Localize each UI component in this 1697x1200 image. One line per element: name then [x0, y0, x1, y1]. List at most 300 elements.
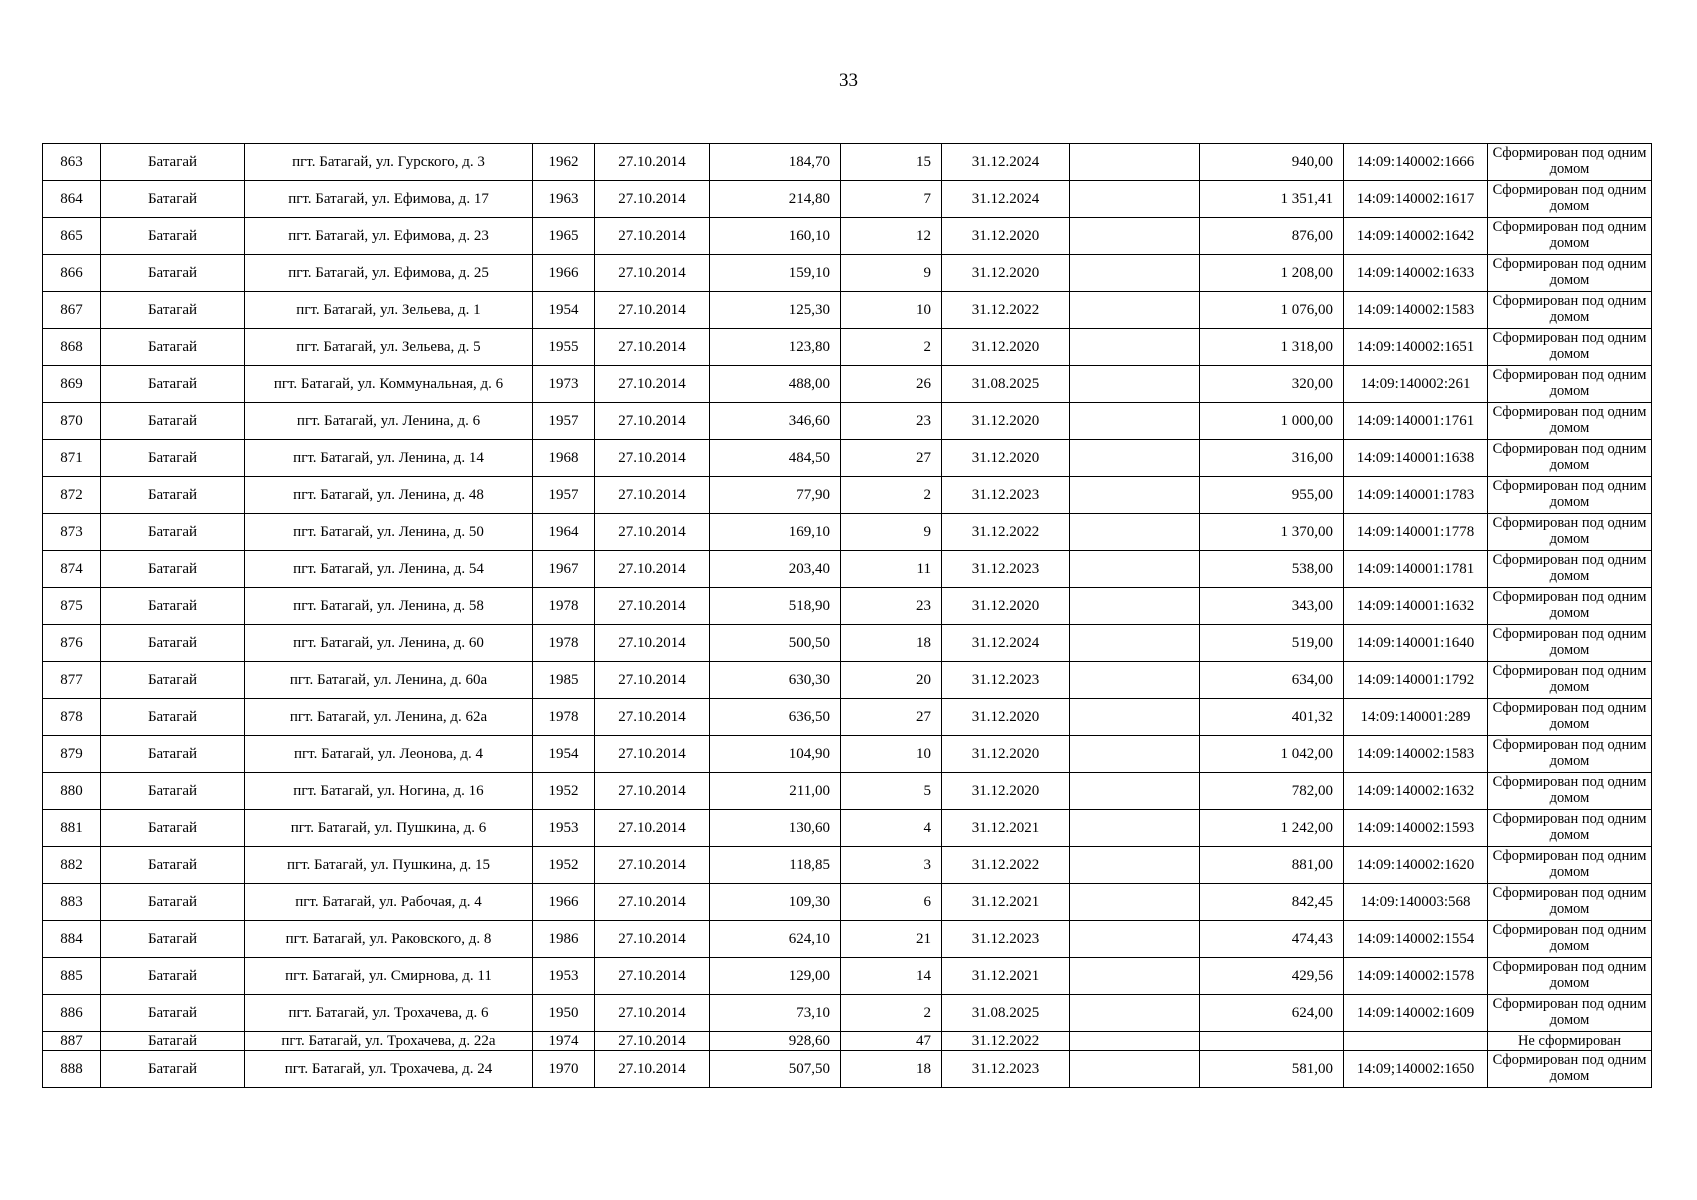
cell-land-status: Сформирован под одним домом [1488, 810, 1652, 847]
cell-area: 104,90 [710, 736, 841, 773]
cell-cadastral-number: 14:09:140002:1593 [1344, 810, 1488, 847]
cell-locality: Батагай [101, 884, 245, 921]
cell-build-year: 1952 [533, 773, 595, 810]
cell-land-area: 940,00 [1200, 144, 1344, 181]
cell-land-status: Сформирован под одним домом [1488, 958, 1652, 995]
cell-address: пгт. Батагай, ул. Ленина, д. 14 [245, 440, 533, 477]
cell-empty [1070, 1032, 1200, 1051]
cell-locality: Батагай [101, 699, 245, 736]
table-row [43, 403, 1652, 440]
cell-cadastral-number: 14:09:140002:1666 [1344, 144, 1488, 181]
cell-residents: 2 [841, 329, 942, 366]
cell-residents: 11 [841, 551, 942, 588]
cell-locality: Батагай [101, 366, 245, 403]
cell-empty [1070, 662, 1200, 699]
cell-row-number: 871 [43, 440, 101, 477]
cell-row-number: 883 [43, 884, 101, 921]
cell-row-number: 884 [43, 921, 101, 958]
cell-land-status: Сформирован под одним домом [1488, 921, 1652, 958]
cell-cadastral-number: 14:09:140001:1638 [1344, 440, 1488, 477]
cell-cadastral-number: 14:09:140002:1620 [1344, 847, 1488, 884]
cell-land-area: 320,00 [1200, 366, 1344, 403]
cell-land-area: 624,00 [1200, 995, 1344, 1032]
table-row [43, 440, 1652, 477]
cell-date: 27.10.2014 [595, 810, 710, 847]
cell-build-year: 1965 [533, 218, 595, 255]
cell-build-year: 1973 [533, 366, 595, 403]
cell-locality: Батагай [101, 921, 245, 958]
cell-land-status: Сформирован под одним домом [1488, 662, 1652, 699]
cell-build-year: 1950 [533, 995, 595, 1032]
cell-residents: 5 [841, 773, 942, 810]
cell-empty [1070, 366, 1200, 403]
table-body [43, 144, 1652, 1088]
cell-land-area: 1 318,00 [1200, 329, 1344, 366]
cell-land-area: 316,00 [1200, 440, 1344, 477]
cell-area: 169,10 [710, 514, 841, 551]
cell-build-year: 1962 [533, 144, 595, 181]
cell-land-status: Сформирован под одним домом [1488, 255, 1652, 292]
table-row [43, 292, 1652, 329]
cell-build-year: 1963 [533, 181, 595, 218]
table-row [43, 255, 1652, 292]
cell-area: 507,50 [710, 1051, 841, 1088]
cell-deadline: 31.12.2023 [942, 477, 1070, 514]
cell-area: 159,10 [710, 255, 841, 292]
cell-land-area: 1 370,00 [1200, 514, 1344, 551]
cell-land-status: Сформирован под одним домом [1488, 514, 1652, 551]
cell-locality: Батагай [101, 144, 245, 181]
cell-deadline: 31.12.2023 [942, 551, 1070, 588]
cell-date: 27.10.2014 [595, 625, 710, 662]
cell-deadline: 31.12.2020 [942, 588, 1070, 625]
cell-address: пгт. Батагай, ул. Трохачева, д. 6 [245, 995, 533, 1032]
cell-row-number: 878 [43, 699, 101, 736]
cell-deadline: 31.12.2020 [942, 736, 1070, 773]
cell-empty [1070, 884, 1200, 921]
cell-build-year: 1978 [533, 588, 595, 625]
cell-build-year: 1985 [533, 662, 595, 699]
cell-land-status: Сформирован под одним домом [1488, 884, 1652, 921]
table-row [43, 625, 1652, 662]
cell-land-area: 1 351,41 [1200, 181, 1344, 218]
cell-row-number: 872 [43, 477, 101, 514]
cell-build-year: 1966 [533, 884, 595, 921]
cell-date: 27.10.2014 [595, 662, 710, 699]
cell-date: 27.10.2014 [595, 551, 710, 588]
cell-land-area: 842,45 [1200, 884, 1344, 921]
cell-land-area: 474,43 [1200, 921, 1344, 958]
cell-row-number: 864 [43, 181, 101, 218]
cell-date: 27.10.2014 [595, 181, 710, 218]
cell-date: 27.10.2014 [595, 958, 710, 995]
cell-land-area: 881,00 [1200, 847, 1344, 884]
cell-address: пгт. Батагай, ул. Зельева, д. 5 [245, 329, 533, 366]
cell-row-number: 874 [43, 551, 101, 588]
cell-empty [1070, 514, 1200, 551]
cell-empty [1070, 736, 1200, 773]
cell-land-area: 1 242,00 [1200, 810, 1344, 847]
cell-build-year: 1970 [533, 1051, 595, 1088]
table-row [43, 921, 1652, 958]
cell-deadline: 31.12.2023 [942, 921, 1070, 958]
cell-empty [1070, 958, 1200, 995]
cell-residents: 12 [841, 218, 942, 255]
cell-build-year: 1953 [533, 958, 595, 995]
cell-row-number: 867 [43, 292, 101, 329]
cell-cadastral-number [1344, 1032, 1488, 1051]
cell-area: 624,10 [710, 921, 841, 958]
table-row [43, 514, 1652, 551]
cell-row-number: 863 [43, 144, 101, 181]
cell-cadastral-number: 14:09:140001:1778 [1344, 514, 1488, 551]
cell-date: 27.10.2014 [595, 995, 710, 1032]
cell-row-number: 880 [43, 773, 101, 810]
cell-land-status: Сформирован под одним домом [1488, 218, 1652, 255]
cell-land-status: Сформирован под одним домом [1488, 366, 1652, 403]
page-number: 33 [839, 70, 858, 91]
cell-row-number: 873 [43, 514, 101, 551]
cell-date: 27.10.2014 [595, 477, 710, 514]
table-row [43, 699, 1652, 736]
cell-land-status: Сформирован под одним домом [1488, 144, 1652, 181]
cell-address: пгт. Батагай, ул. Ефимова, д. 25 [245, 255, 533, 292]
cell-deadline: 31.12.2024 [942, 181, 1070, 218]
cell-cadastral-number: 14:09:140001:1640 [1344, 625, 1488, 662]
cell-locality: Батагай [101, 551, 245, 588]
table-row [43, 810, 1652, 847]
cell-date: 27.10.2014 [595, 884, 710, 921]
cell-empty [1070, 699, 1200, 736]
cell-build-year: 1967 [533, 551, 595, 588]
cell-deadline: 31.12.2021 [942, 884, 1070, 921]
cell-land-status: Не сформирован [1488, 1032, 1652, 1051]
cell-cadastral-number: 14:09:140001:1781 [1344, 551, 1488, 588]
cell-row-number: 877 [43, 662, 101, 699]
cell-build-year: 1978 [533, 699, 595, 736]
cell-area: 346,60 [710, 403, 841, 440]
cell-cadastral-number: 14:09:140002:1609 [1344, 995, 1488, 1032]
cell-residents: 23 [841, 403, 942, 440]
cell-land-area: 1 208,00 [1200, 255, 1344, 292]
cell-area: 211,00 [710, 773, 841, 810]
cell-area: 125,30 [710, 292, 841, 329]
cell-row-number: 868 [43, 329, 101, 366]
table-row [43, 144, 1652, 181]
cell-locality: Батагай [101, 588, 245, 625]
cell-build-year: 1954 [533, 292, 595, 329]
cell-land-area: 1 000,00 [1200, 403, 1344, 440]
cell-locality: Батагай [101, 329, 245, 366]
cell-locality: Батагай [101, 255, 245, 292]
cell-build-year: 1964 [533, 514, 595, 551]
cell-area: 500,50 [710, 625, 841, 662]
cell-residents: 20 [841, 662, 942, 699]
cell-land-status: Сформирован под одним домом [1488, 995, 1652, 1032]
cell-land-status: Сформирован под одним домом [1488, 625, 1652, 662]
cell-land-area: 519,00 [1200, 625, 1344, 662]
cell-deadline: 31.12.2020 [942, 403, 1070, 440]
cell-deadline: 31.12.2022 [942, 1032, 1070, 1051]
table-row [43, 958, 1652, 995]
cell-residents: 2 [841, 995, 942, 1032]
cell-row-number: 888 [43, 1051, 101, 1088]
cell-empty [1070, 403, 1200, 440]
cell-residents: 15 [841, 144, 942, 181]
cell-land-status: Сформирован под одним домом [1488, 403, 1652, 440]
cell-row-number: 876 [43, 625, 101, 662]
cell-area: 118,85 [710, 847, 841, 884]
cell-date: 27.10.2014 [595, 773, 710, 810]
cell-area: 928,60 [710, 1032, 841, 1051]
cell-address: пгт. Батагай, ул. Ленина, д. 60а [245, 662, 533, 699]
cell-land-status: Сформирован под одним домом [1488, 588, 1652, 625]
cell-cadastral-number: 14:09:140002:1633 [1344, 255, 1488, 292]
cell-address: пгт. Батагай, ул. Раковского, д. 8 [245, 921, 533, 958]
cell-land-area: 1 076,00 [1200, 292, 1344, 329]
cell-empty [1070, 144, 1200, 181]
cell-area: 203,40 [710, 551, 841, 588]
cell-land-area: 876,00 [1200, 218, 1344, 255]
cell-empty [1070, 625, 1200, 662]
cell-area: 77,90 [710, 477, 841, 514]
cell-cadastral-number: 14:09:140002:1583 [1344, 292, 1488, 329]
table-row [43, 477, 1652, 514]
cell-row-number: 886 [43, 995, 101, 1032]
cell-land-status: Сформирован под одним домом [1488, 181, 1652, 218]
cell-residents: 4 [841, 810, 942, 847]
cell-cadastral-number: 14:09;140002:1650 [1344, 1051, 1488, 1088]
cell-row-number: 887 [43, 1032, 101, 1051]
cell-deadline: 31.12.2023 [942, 1051, 1070, 1088]
cell-date: 27.10.2014 [595, 1032, 710, 1051]
cell-cadastral-number: 14:09:140001:1783 [1344, 477, 1488, 514]
cell-empty [1070, 292, 1200, 329]
cell-empty [1070, 810, 1200, 847]
cell-residents: 10 [841, 292, 942, 329]
cell-deadline: 31.12.2022 [942, 514, 1070, 551]
cell-residents: 2 [841, 477, 942, 514]
cell-build-year: 1974 [533, 1032, 595, 1051]
cell-area: 484,50 [710, 440, 841, 477]
table-row [43, 847, 1652, 884]
table-row [43, 1051, 1652, 1088]
cell-deadline: 31.12.2022 [942, 847, 1070, 884]
cell-row-number: 869 [43, 366, 101, 403]
cell-cadastral-number: 14:09:140003:568 [1344, 884, 1488, 921]
cell-cadastral-number: 14:09:140001:1632 [1344, 588, 1488, 625]
cell-deadline: 31.12.2020 [942, 329, 1070, 366]
cell-date: 27.10.2014 [595, 403, 710, 440]
cell-land-area: 782,00 [1200, 773, 1344, 810]
cell-address: пгт. Батагай, ул. Ленина, д. 48 [245, 477, 533, 514]
cell-address: пгт. Батагай, ул. Ефимова, д. 23 [245, 218, 533, 255]
cell-deadline: 31.08.2025 [942, 366, 1070, 403]
table-row [43, 1032, 1652, 1051]
cell-locality: Батагай [101, 1032, 245, 1051]
cell-residents: 27 [841, 699, 942, 736]
cell-cadastral-number: 14:09:140002:1578 [1344, 958, 1488, 995]
cell-deadline: 31.12.2020 [942, 218, 1070, 255]
cell-land-area: 401,32 [1200, 699, 1344, 736]
cell-locality: Батагай [101, 625, 245, 662]
cell-residents: 47 [841, 1032, 942, 1051]
cell-deadline: 31.12.2020 [942, 255, 1070, 292]
cell-row-number: 870 [43, 403, 101, 440]
cell-build-year: 1953 [533, 810, 595, 847]
cell-empty [1070, 218, 1200, 255]
cell-address: пгт. Батагай, ул. Ленина, д. 58 [245, 588, 533, 625]
cell-cadastral-number: 14:09:140001:1761 [1344, 403, 1488, 440]
cell-land-area: 581,00 [1200, 1051, 1344, 1088]
cell-residents: 14 [841, 958, 942, 995]
cell-area: 129,00 [710, 958, 841, 995]
cell-locality: Батагай [101, 958, 245, 995]
cell-residents: 6 [841, 884, 942, 921]
cell-build-year: 1955 [533, 329, 595, 366]
cell-locality: Батагай [101, 1051, 245, 1088]
cell-cadastral-number: 14:09:140002:261 [1344, 366, 1488, 403]
cell-cadastral-number: 14:09:140002:1554 [1344, 921, 1488, 958]
cell-locality: Батагай [101, 736, 245, 773]
table-row [43, 551, 1652, 588]
cell-empty [1070, 995, 1200, 1032]
cell-deadline: 31.12.2024 [942, 144, 1070, 181]
cell-build-year: 1957 [533, 477, 595, 514]
table-row [43, 588, 1652, 625]
cell-locality: Батагай [101, 810, 245, 847]
cell-locality: Батагай [101, 181, 245, 218]
cell-land-status: Сформирован под одним домом [1488, 1051, 1652, 1088]
cell-date: 27.10.2014 [595, 292, 710, 329]
cell-date: 27.10.2014 [595, 1051, 710, 1088]
cell-deadline: 31.12.2020 [942, 773, 1070, 810]
cell-row-number: 885 [43, 958, 101, 995]
cell-cadastral-number: 14:09:140002:1583 [1344, 736, 1488, 773]
cell-build-year: 1986 [533, 921, 595, 958]
cell-cadastral-number: 14:09:140002:1642 [1344, 218, 1488, 255]
table-row [43, 181, 1652, 218]
cell-address: пгт. Батагай, ул. Гурского, д. 3 [245, 144, 533, 181]
cell-land-status: Сформирован под одним домом [1488, 699, 1652, 736]
cell-cadastral-number: 14:09:140002:1651 [1344, 329, 1488, 366]
cell-address: пгт. Батагай, ул. Ленина, д. 50 [245, 514, 533, 551]
cell-residents: 27 [841, 440, 942, 477]
cell-empty [1070, 255, 1200, 292]
cell-locality: Батагай [101, 440, 245, 477]
cell-residents: 9 [841, 514, 942, 551]
table-row [43, 366, 1652, 403]
cell-empty [1070, 588, 1200, 625]
cell-residents: 26 [841, 366, 942, 403]
cell-deadline: 31.12.2023 [942, 662, 1070, 699]
cell-address: пгт. Батагай, ул. Ленина, д. 6 [245, 403, 533, 440]
cell-land-status: Сформирован под одним домом [1488, 477, 1652, 514]
cell-build-year: 1954 [533, 736, 595, 773]
cell-row-number: 866 [43, 255, 101, 292]
cell-locality: Батагай [101, 292, 245, 329]
cell-land-area [1200, 1032, 1344, 1051]
cell-land-area: 634,00 [1200, 662, 1344, 699]
table-row [43, 329, 1652, 366]
cell-locality: Батагай [101, 403, 245, 440]
cell-residents: 18 [841, 625, 942, 662]
cell-build-year: 1968 [533, 440, 595, 477]
cell-date: 27.10.2014 [595, 736, 710, 773]
cell-row-number: 879 [43, 736, 101, 773]
cell-locality: Батагай [101, 773, 245, 810]
cell-locality: Батагай [101, 218, 245, 255]
cell-land-status: Сформирован под одним домом [1488, 847, 1652, 884]
cell-address: пгт. Батагай, ул. Леонова, д. 4 [245, 736, 533, 773]
cell-residents: 9 [841, 255, 942, 292]
cell-address: пгт. Батагай, ул. Ленина, д. 60 [245, 625, 533, 662]
cell-empty [1070, 551, 1200, 588]
cell-date: 27.10.2014 [595, 218, 710, 255]
cell-address: пгт. Батагай, ул. Трохачева, д. 22а [245, 1032, 533, 1051]
cell-deadline: 31.12.2021 [942, 958, 1070, 995]
cell-land-area: 955,00 [1200, 477, 1344, 514]
cell-area: 518,90 [710, 588, 841, 625]
cell-cadastral-number: 14:09:140001:1792 [1344, 662, 1488, 699]
cell-deadline: 31.12.2022 [942, 292, 1070, 329]
cell-date: 27.10.2014 [595, 514, 710, 551]
cell-empty [1070, 1051, 1200, 1088]
cell-date: 27.10.2014 [595, 255, 710, 292]
cell-area: 630,30 [710, 662, 841, 699]
cell-address: пгт. Батагай, ул. Ефимова, д. 17 [245, 181, 533, 218]
cell-empty [1070, 181, 1200, 218]
cell-deadline: 31.12.2020 [942, 699, 1070, 736]
cell-residents: 23 [841, 588, 942, 625]
cell-row-number: 881 [43, 810, 101, 847]
cell-build-year: 1957 [533, 403, 595, 440]
cell-cadastral-number: 14:09:140001:289 [1344, 699, 1488, 736]
cell-address: пгт. Батагай, ул. Ногина, д. 16 [245, 773, 533, 810]
cell-land-area: 538,00 [1200, 551, 1344, 588]
cell-deadline: 31.08.2025 [942, 995, 1070, 1032]
housing-register-table [42, 143, 1652, 1088]
cell-build-year: 1952 [533, 847, 595, 884]
table-row [43, 218, 1652, 255]
cell-deadline: 31.12.2024 [942, 625, 1070, 662]
cell-area: 160,10 [710, 218, 841, 255]
cell-residents: 7 [841, 181, 942, 218]
table-row [43, 773, 1652, 810]
cell-date: 27.10.2014 [595, 144, 710, 181]
cell-land-area: 429,56 [1200, 958, 1344, 995]
cell-build-year: 1966 [533, 255, 595, 292]
cell-date: 27.10.2014 [595, 921, 710, 958]
cell-land-status: Сформирован под одним домом [1488, 440, 1652, 477]
cell-row-number: 882 [43, 847, 101, 884]
table-row [43, 662, 1652, 699]
cell-address: пгт. Батагай, ул. Зельева, д. 1 [245, 292, 533, 329]
cell-empty [1070, 773, 1200, 810]
cell-locality: Батагай [101, 662, 245, 699]
cell-date: 27.10.2014 [595, 366, 710, 403]
table-row [43, 736, 1652, 773]
cell-area: 184,70 [710, 144, 841, 181]
cell-row-number: 865 [43, 218, 101, 255]
cell-locality: Батагай [101, 477, 245, 514]
cell-address: пгт. Батагай, ул. Трохачева, д. 24 [245, 1051, 533, 1088]
cell-address: пгт. Батагай, ул. Ленина, д. 54 [245, 551, 533, 588]
cell-land-status: Сформирован под одним домом [1488, 292, 1652, 329]
cell-area: 214,80 [710, 181, 841, 218]
cell-area: 488,00 [710, 366, 841, 403]
cell-date: 27.10.2014 [595, 329, 710, 366]
